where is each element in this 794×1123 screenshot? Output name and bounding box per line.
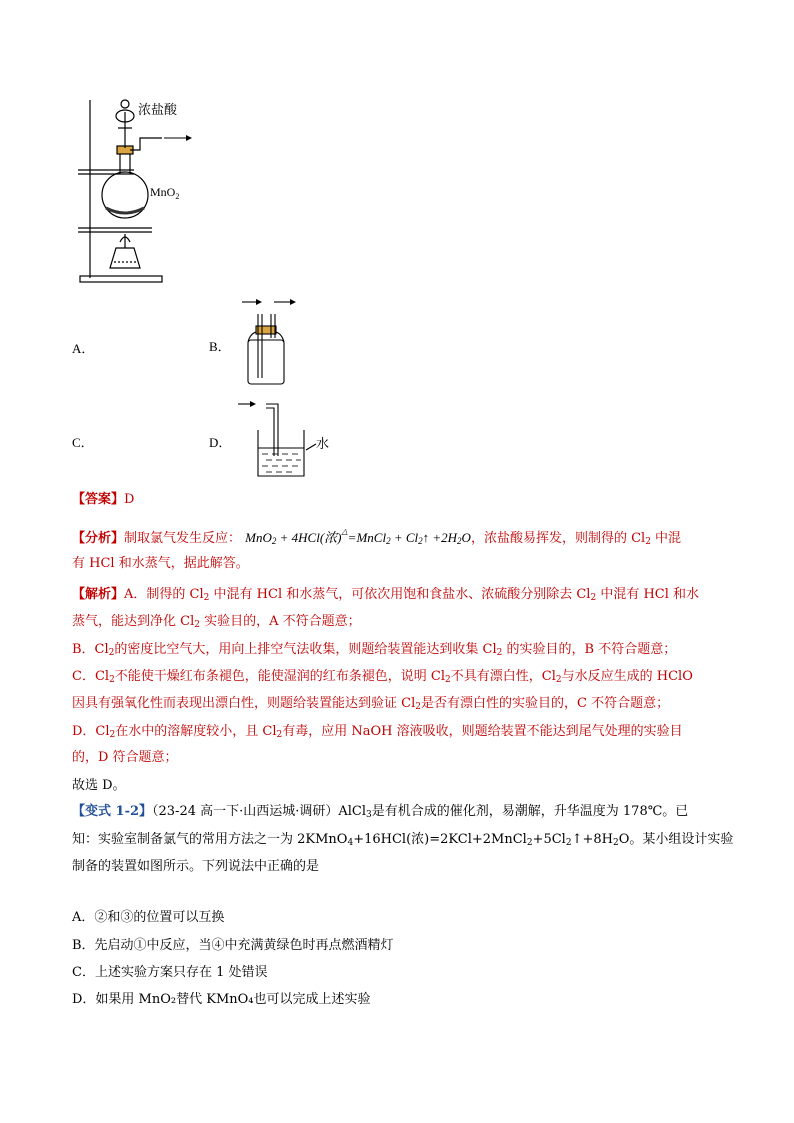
reaction-equation: MnO$_2$ + 4HCl(浓)△=MnCl$_2$ + $Cl_2↑ +2H_2O$	[245, 527, 471, 546]
explanation-line-5: 因具有强氧化性而表现出漂白性，则题给装置能达到验证 $Cl_2$是否有漂白性的实验目的，C 不符合题意；	[72, 696, 670, 712]
water-beaker-figure	[236, 396, 336, 480]
choice-c: C．上述实验方案只存在 1 处错误	[72, 965, 268, 980]
variant-line-3: 制备的装置如图所示。下列说法中正确的是	[72, 859, 320, 874]
analysis-line-2: 有 HCl 和水蒸气，据此解答。	[72, 556, 249, 571]
choice-a: A．②和③的位置可以互换	[72, 910, 225, 925]
analysis-line-1: 【分析】制取氯气发生反应： MnO$_2$ + 4HCl(浓)△=MnCl$_2$ + $Cl_2↑ +2H_2O$，浓盐酸易挥发，则制得的 $Cl_2$ 中混	[72, 527, 682, 547]
answer-value: D	[124, 492, 135, 507]
explanation-line-4: C．$Cl_2$不能使干燥红布条褪色，能使湿润的红布条褪色，说明 $Cl_2$不具有漂白性，$Cl_2$与水反应生成的 HClO	[72, 669, 693, 685]
option-a-label: A．	[72, 341, 95, 356]
explanation-line-6: D．$Cl_2$在水中的溶解度较小，且 $Cl_2$有毒，应用 NaOH 溶液吸收，则题给装置不能达到尾气处理的实验目	[72, 724, 683, 740]
choice-d: D．如果用 MnO₂替代 KMnO₄也可以完成上述实验	[72, 992, 371, 1007]
explanation-line-2: 蒸气，能达到净化 $Cl_2$ 实验目的，A 不符合题意；	[72, 614, 361, 630]
choice-b: B．先启动①中反应，当④中充满黄绿色时再点燃酒精灯	[72, 938, 394, 953]
explanation-line-1: 【解析】A．制得的 $Cl_2$ 中混有 HCl 和水蒸气，可依次用饱和食盐水、浓硫酸分别除去 $Cl_2$ 中混有 HCl 和水	[72, 587, 700, 603]
variant-line-1: 【变式 1-2】（23-24 高一下·山西运城·调研）AlCl$_3$是有机合成的催化剂，易潮解，升华温度为 178℃。已	[72, 804, 689, 820]
chlorine-apparatus-figure	[74, 92, 234, 288]
variant-line-2: 知：实验室制备氯气的常用方法之一为 2KMnO$_4$+16HCl(浓)$=2KCl+2MnCl_2+5Cl_2↑+8H_2O$。某小组设计实验	[72, 832, 734, 848]
explanation-line-8: 故选 D。	[72, 778, 126, 793]
analysis-tag: 【分析】	[72, 531, 125, 546]
explanation-line-3: B．$Cl_2$的密度比空气大，用向上排空气法收集，则题给装置能达到收集 $Cl_2$ 的实验目的，B 不符合题意；	[72, 642, 677, 658]
answer-tag: 【答案】	[72, 492, 125, 507]
gas-washing-bottle-figure	[236, 294, 300, 386]
explanation-tag: 【解析】	[72, 587, 125, 602]
mno2-label: MnO$_2$	[150, 185, 180, 201]
option-c-label: C．	[72, 435, 94, 450]
option-b-label: B．	[209, 339, 231, 354]
water-label: 水	[316, 437, 330, 452]
explanation-line-7: 的，D 符合题意；	[72, 750, 178, 765]
option-d-label: D．	[209, 435, 232, 450]
answer-line	[72, 490, 134, 510]
variant-tag: 【变式 1-2】	[72, 804, 153, 819]
acid-label: 浓盐酸	[138, 103, 178, 118]
